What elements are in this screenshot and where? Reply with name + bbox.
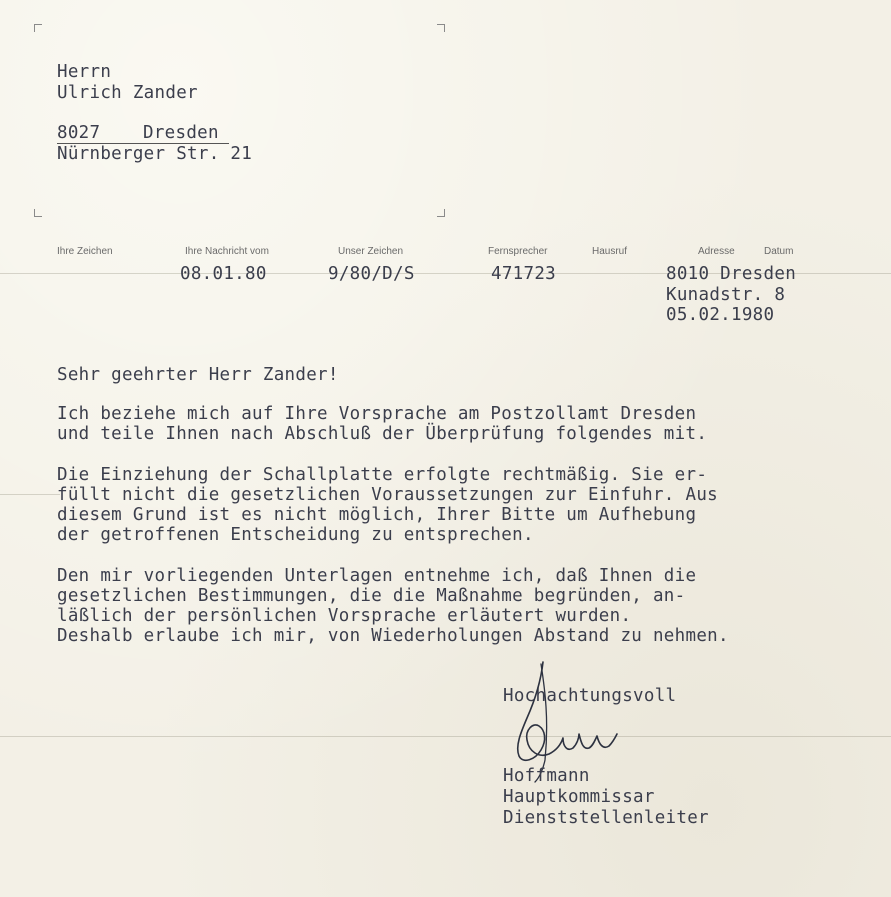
paragraph-2-line: der getroffenen Entscheidung zu entsprechen. (57, 525, 534, 545)
fold-line-bottom (0, 736, 891, 737)
paragraph-3-line: gesetzlichen Bestimmungen, die die Maßnahme begründen, an- (57, 586, 686, 606)
paragraph-1-line: und teile Ihnen nach Abschluß der Überprüfung folgendes mit. (57, 424, 708, 444)
recipient-city: Dresden (143, 123, 219, 143)
paragraph-1-line: Ich beziehe mich auf Ihre Vorsprache am Postzollamt Dresden (57, 404, 697, 424)
signatory-role: Dienststellenleiter (503, 808, 709, 828)
window-corner-mark (34, 209, 42, 217)
label-ihre-zeichen: Ihre Zeichen (57, 246, 113, 257)
window-corner-mark (34, 24, 42, 32)
recipient-salutation: Herrn (57, 62, 112, 82)
value-unser-zeichen: 9/80/D/S (328, 264, 415, 284)
recipient-name: Ulrich Zander (57, 83, 198, 103)
value-datum: 05.02.1980 (666, 305, 775, 325)
value-ihre-nachricht: 08.01.80 (180, 264, 267, 284)
paragraph-3-line: Den mir vorliegenden Unterlagen entnehme ich, daß Ihnen die (57, 566, 697, 586)
recipient-postcode: 8027 (57, 123, 101, 143)
window-corner-mark (437, 209, 445, 217)
salutation: Sehr geehrter Herr Zander! (57, 365, 339, 385)
window-corner-mark (437, 24, 445, 32)
value-fernsprecher: 471723 (491, 264, 557, 284)
closing-greeting: Hochachtungsvoll (503, 686, 677, 706)
label-adresse: Adresse (698, 246, 735, 257)
paragraph-3-line: Deshalb erlaube ich mir, von Wiederholungen Abstand zu nehmen. (57, 626, 729, 646)
label-fernsprecher: Fernsprecher (488, 246, 548, 257)
paragraph-2-line: füllt nicht die gesetzlichen Voraussetzungen zur Einfuhr. Aus (57, 485, 718, 505)
label-hausruf: Hausruf (592, 246, 628, 257)
label-datum: Datum (764, 246, 794, 257)
label-unser-zeichen: Unser Zeichen (338, 246, 404, 257)
paragraph-3-line: läßlich der persönlichen Vorsprache erläutert wurden. (57, 606, 632, 626)
value-adresse-line2: Kunadstr. 8 (666, 285, 786, 305)
value-adresse-line1: 8010 Dresden (666, 264, 797, 284)
label-ihre-nachricht: Ihre Nachricht vom (185, 246, 269, 257)
paragraph-2-line: diesem Grund ist es nicht möglich, Ihrer Bitte um Aufhebung (57, 505, 697, 525)
signatory-name: Hoffmann (503, 766, 590, 786)
paragraph-2-line: Die Einziehung der Schallplatte erfolgte rechtmäßig. Sie er- (57, 465, 708, 485)
recipient-street: Nürnberger Str. 21 (57, 144, 253, 164)
fold-line-middle (0, 494, 60, 495)
signatory-title: Hauptkommissar (503, 787, 655, 807)
